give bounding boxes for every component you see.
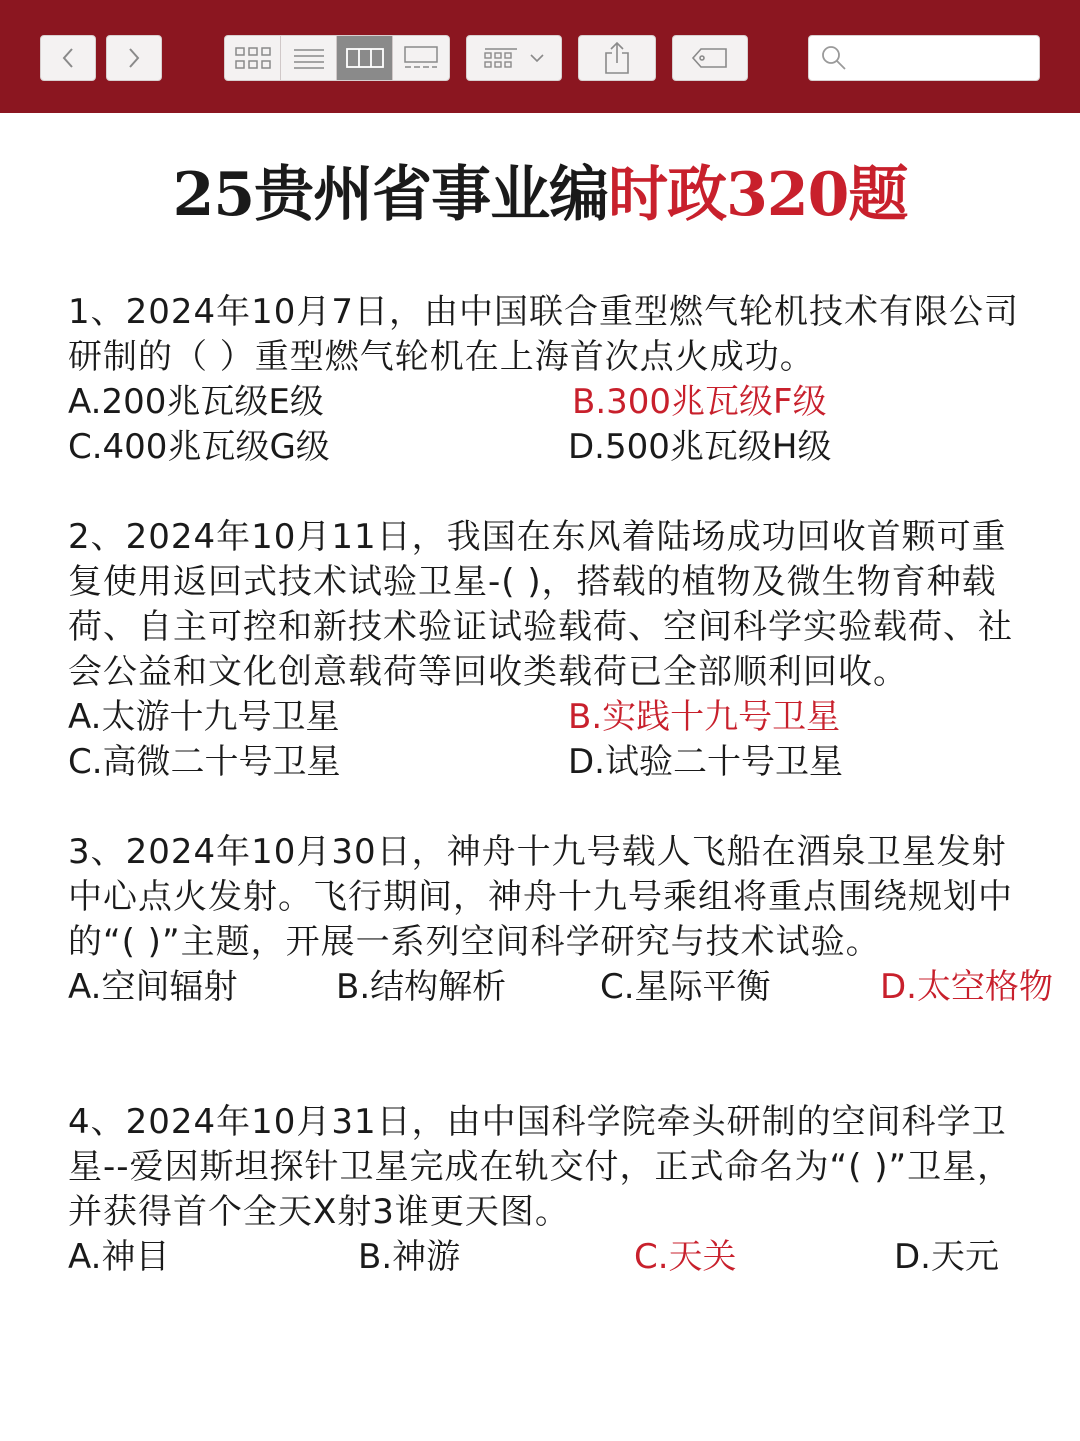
question-3 [68, 830, 1053, 1055]
option-a[interactable]: A.太游十九号卫星 [68, 697, 340, 737]
tag-icon [691, 47, 729, 69]
option-b-answer[interactable]: B.300兆瓦级F级 [572, 382, 827, 422]
options [68, 380, 1028, 470]
question-text: 1、2024年10月7日，由中国联合重型燃气轮机技术有限公司研制的（ ）重型燃气轮机在上海首次点火成功。 [68, 292, 1020, 377]
toolbar [0, 0, 1080, 113]
option-d[interactable]: D.天元 [894, 1237, 999, 1277]
group-by-button[interactable] [466, 35, 562, 81]
option-d[interactable]: D.500兆瓦级H级 [568, 427, 832, 467]
option-d[interactable]: D.试验二十号卫星 [568, 742, 843, 782]
question-text: 4、2024年10月31日，由中国科学院牵头研制的空间科学卫星--爱因斯坦探针卫星完成在轨交付，正式命名为“( )”卫星，并获得首个全天X射3谁更天图。 [68, 1102, 1013, 1232]
option-c[interactable]: C.400兆瓦级G级 [68, 427, 330, 467]
chevron-right-icon [126, 46, 142, 70]
option-b[interactable]: B.神游 [358, 1237, 461, 1277]
back-button[interactable] [40, 35, 96, 81]
grid-view-icon [233, 45, 273, 71]
option-c[interactable]: C.高微二十号卫星 [68, 742, 341, 782]
search-icon [821, 45, 847, 71]
option-b[interactable]: B.结构解析 [336, 967, 507, 1007]
list-view-icon [291, 46, 327, 70]
option-a[interactable]: A.200兆瓦级E级 [68, 382, 324, 422]
option-a[interactable]: A.空间辐射 [68, 967, 238, 1007]
view-mode-selector [224, 35, 450, 81]
grid-view-button[interactable] [225, 36, 281, 80]
title-highlight: 时政320题 [608, 160, 908, 230]
option-c[interactable]: C.星际平衡 [600, 967, 771, 1007]
tag-button[interactable] [672, 35, 748, 81]
share-icon [603, 41, 631, 75]
question-text: 3、2024年10月30日，神舟十九号载人飞船在酒泉卫星发射中心点火发射。飞行期间，神舟十九号乘组将重点围绕规划中的“( )”主题，开展一系列空间科学研究与技术试验。 [68, 832, 1013, 962]
question-list [68, 290, 1053, 1280]
list-view-button[interactable] [281, 36, 337, 80]
options [68, 695, 1028, 785]
column-view-icon [345, 46, 385, 70]
question-2 [68, 515, 1028, 785]
group-by-icon [482, 46, 522, 70]
search-field[interactable] [808, 35, 1040, 81]
options [68, 1235, 1028, 1280]
option-c-answer[interactable]: C.天关 [634, 1237, 737, 1277]
options [68, 965, 1053, 1055]
option-b-answer[interactable]: B.实践十九号卫星 [568, 697, 841, 737]
gallery-view-icon [401, 45, 441, 71]
question-text: 2、2024年10月11日，我国在东风着陆场成功回收首颗可重复使用返回式技术试验卫星-( )，搭载的植物及微生物育种载荷、自主可控和新技术验证试验载荷、空间科学实验载荷、社会公益和文化创意载荷等回收类载荷已全部顺利回收。 [68, 517, 1013, 692]
option-a[interactable]: A.神目 [68, 1237, 170, 1277]
column-view-button[interactable] [337, 36, 393, 80]
gallery-view-button[interactable] [393, 36, 449, 80]
question-4 [68, 1100, 1028, 1280]
title-prefix: 25贵州省事业编 [172, 160, 609, 230]
chevron-down-icon [528, 52, 546, 64]
share-button[interactable] [578, 35, 656, 81]
forward-button[interactable] [106, 35, 162, 81]
option-d-answer[interactable]: D.太空格物 [880, 967, 1053, 1007]
chevron-left-icon [60, 46, 76, 70]
question-1 [68, 290, 1028, 470]
page-title [0, 150, 1080, 240]
